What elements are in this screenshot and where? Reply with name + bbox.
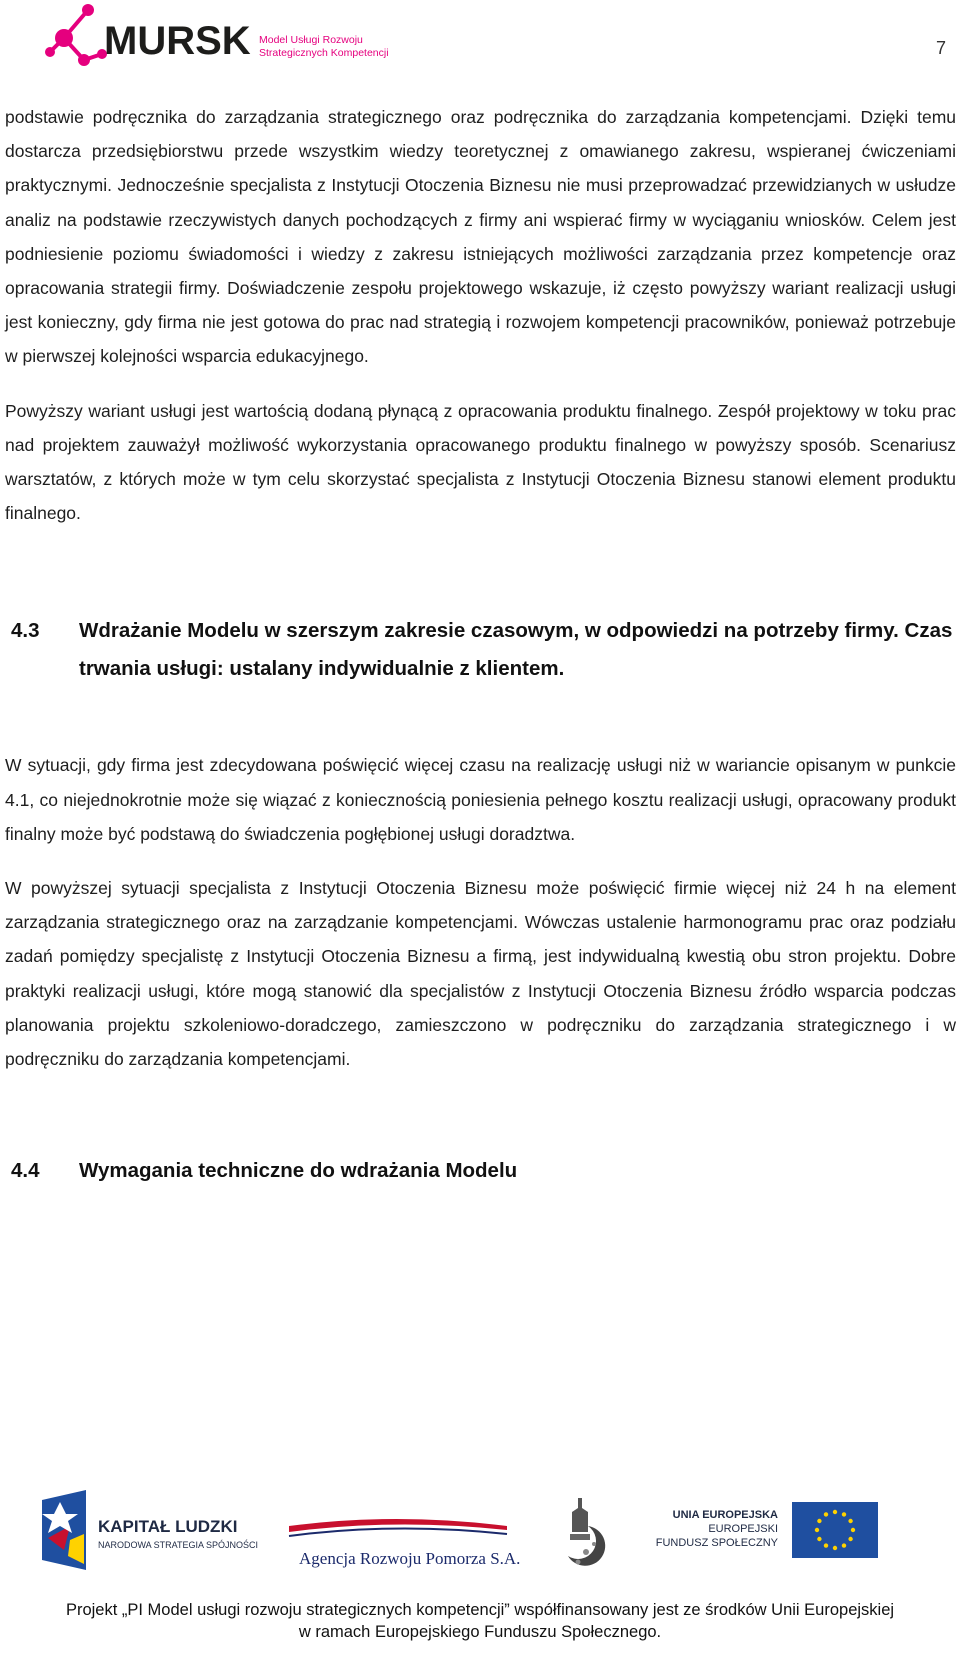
eu-star-icon	[848, 1537, 852, 1541]
paragraph-4: W powyższej sytuacji specjalista z Instytucji Otoczenia Biznesu może poświęcić firmie więcej niż 24 h na element zarządzania strategicznego oraz na zarządzanie kompetencjami. Wówczas ustalenie harmonogramu prac oraz podziału zadań pomiędzy specjalistę z Instytucji Otoczenia Biznesu a firmą, jest indywidualną kwestią obu stron projektu. Dobre praktyki realizacji usługi, które mogą stanowić dla specjalistów z Instytucji Otoczenia Biznesu źródło wsparcia podczas planowania projektu szkoleniowo-doradczego, zamieszczono w podręczniku do zarządzania strategicznego i w podręczniku do zarządzania kompetencjami.	[5, 878, 956, 1070]
eu-star-icon	[833, 1546, 837, 1550]
ue-line-3: FUNDUSZ SPOŁECZNY	[655, 1537, 778, 1549]
pomorskie-emblem-icon	[548, 1492, 612, 1572]
ue-efs-logo	[655, 1500, 880, 1570]
eu-star-icon	[833, 1510, 837, 1514]
mursk-logo	[44, 2, 404, 72]
footer-line-2: w ramach Europejskiego Funduszu Społecznego.	[298, 1623, 662, 1641]
arp-name: Agencja Rozwoju Pomorza S.A.	[299, 1549, 521, 1568]
document-body	[5, 100, 956, 1190]
eu-star-icon	[851, 1528, 855, 1532]
eu-star-icon	[824, 1512, 828, 1516]
footer-line-1: Projekt „PI Model usługi rozwoju strategicznych kompetencji” współfinansowany jest ze środków Unii Europejskiej	[65, 1601, 895, 1619]
eu-flag-icon	[792, 1502, 878, 1558]
logo-subtitle-1: Model Usługi Rozwoju	[259, 34, 363, 46]
eu-star-icon	[848, 1519, 852, 1523]
section-title: Wymagania techniczne do wdrażania Modelu	[79, 1159, 518, 1183]
ue-line-1: UNIA EUROPEJSKA	[672, 1509, 778, 1521]
eu-star-icon	[842, 1512, 846, 1516]
section-number: 4.4	[11, 1159, 40, 1183]
arp-swoosh-icon	[289, 1519, 507, 1536]
kapital-ludzki-title: KAPITAŁ LUDZKI	[98, 1517, 238, 1536]
eu-star-icon	[824, 1543, 828, 1547]
kapital-ludzki-emblem-icon	[42, 1490, 86, 1570]
section-number: 4.3	[11, 619, 40, 643]
footer-text	[0, 1599, 960, 1643]
logo-subtitle-2: Strategicznych Kompetencji	[259, 47, 389, 59]
section-heading-4-3	[5, 612, 956, 688]
kapital-ludzki-logo	[40, 1490, 270, 1572]
eu-star-icon	[817, 1519, 821, 1523]
eu-star-icon	[842, 1543, 846, 1547]
section-title: Wdrażanie Modelu w szerszym zakresie czasowym, w odpowiedzi na potrzeby firmy. Czas trwania usługi: ustalany indywidualnie z klientem.	[79, 619, 953, 681]
kapital-ludzki-subtitle: NARODOWA STRATEGIA SPÓJNOŚCI	[98, 1540, 259, 1550]
section-heading-4-4	[5, 1152, 956, 1190]
eu-star-icon	[815, 1528, 819, 1532]
page-header	[0, 0, 960, 80]
paragraph-3: W sytuacji, gdy firma jest zdecydowana poświęcić więcej czasu na realizację usługi niż w wariancie opisanym w punkcie 4.1, co niejednokrotnie może się wiązać z koniecznością poniesienia pełnego kosztu realizacji usługi, opracowany produkt finalny może być podstawą do świadczenia pogłębionej usługi doradztwa.	[5, 755, 956, 844]
paragraph-2: Powyższy wariant usługi jest wartością dodaną płynącą z opracowania produktu finalnego. Zespół projektowy w toku prac nad projektem zauważył możliwość wykorzystania opracowanego produktu finalnego w powyższy sposób. Scenariusz warsztatów, z których może w tym celu skorzystać specjalista z Instytucji Otoczenia Biznesu stanowi element produktu finalnego.	[5, 400, 956, 524]
page-number: 7	[935, 38, 946, 58]
paragraph-1: podstawie podręcznika do zarządzania strategicznego oraz podręcznika do zarządzania kompetencjami. Dzięki temu dostarcza przedsiębiorstwu przede wszystkim wiedzy teoretycznej z omawianego zakresu, wspieranej ćwiczeniami praktycznymi. Jednocześnie specjalista z Instytucji Otoczenia Biznesu nie musi przeprowadzać przewidzianych w usłudze analiz na podstawie rzeczywistych danych pochodzących z firmy ani wspierać firmy w wyciąganiu wniosków. Celem jest podniesienie poziomu świadomości i wiedzy z zakresu istniejących możliwości zarządzania przez kompetencje oraz opracowania strategii firmy. Doświadczenie zespołu projektowego wskazuje, iż często powyższy wariant realizacji usługi jest konieczny, gdy firma nie jest gotowa do prac nad strategią i rozwojem kompetencji pracowników, ponieważ potrzebuje w pierwszej kolejności wsparcia edukacyjnego.	[5, 107, 956, 367]
arp-logo	[285, 1510, 521, 1580]
footer-logos	[0, 1490, 960, 1600]
molecule-icon	[45, 4, 107, 66]
eu-star-icon	[817, 1537, 821, 1541]
ue-line-2: EUROPEJSKI	[708, 1523, 778, 1535]
logo-wordmark: MURSK	[104, 19, 251, 63]
